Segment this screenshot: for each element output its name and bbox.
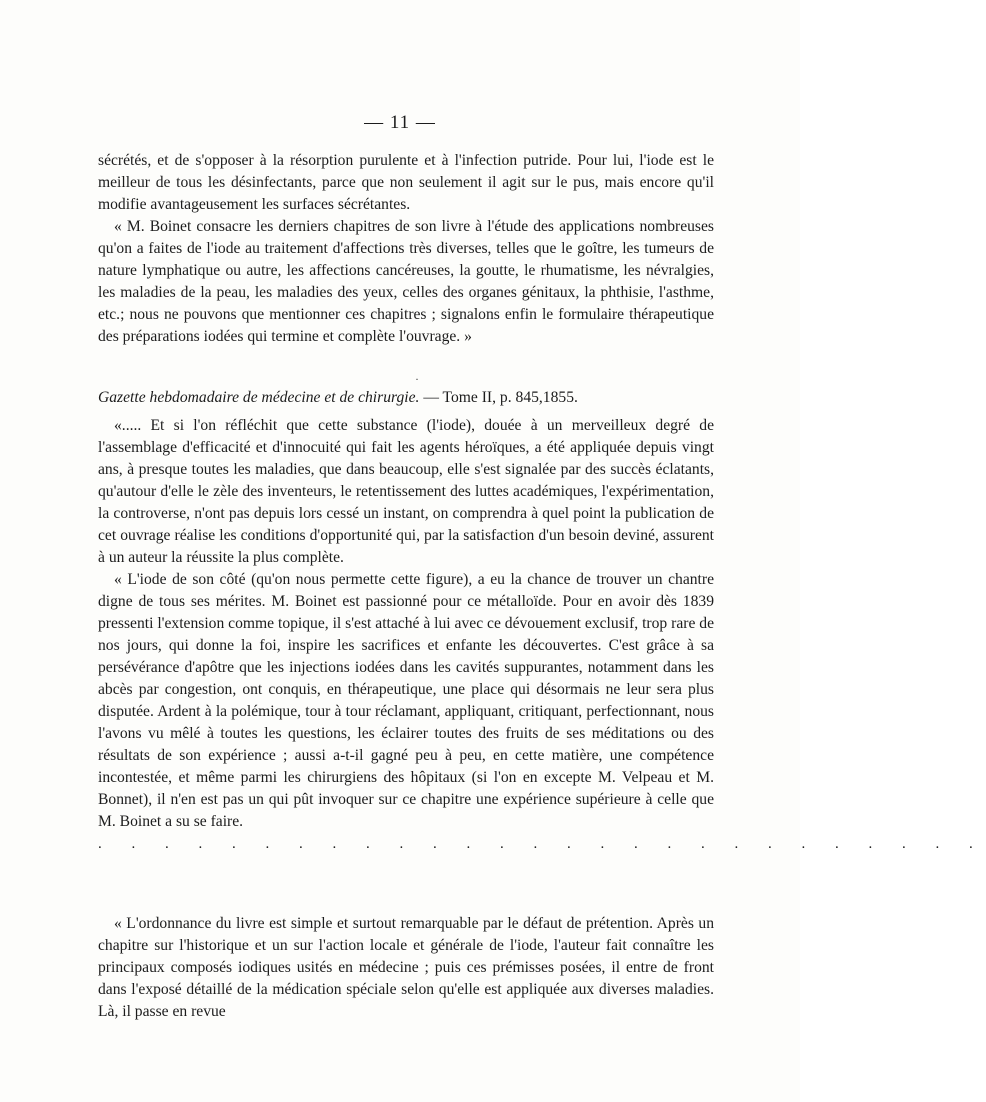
text-block-bottom [98,913,714,1023]
paragraph-continuation: sécrétés, et de s'opposer à la résorption purulente et à l'infection putride. Pour lui, l'iode est le meilleur de tous les désinfectants, parce que non seulement il agit sur le pus, mais encore qu'il modifie avantageusement les surfaces sécrétantes. [98,152,714,213]
journal-title: Gazette hebdomadaire de médecine et de chirurgie. [98,389,420,406]
ellipsis-row: . . . . . . . . . . . . . . . . . . . . . . . . . . . [98,836,986,852]
paragraph-ordonnance: « L'ordonnance du livre est simple et surtout remarquable par le défaut de prétention. Après un chapitre sur l'historique et un sur l'action locale et générale de l'iode, l'auteur fait connaître les principaux composés iodiques usités en médecine ; puis ces prémisses posées, il entre de front dans l'exposé détaillé de la médication spéciale selon qu'elle est appliquée aux diverses maladies. Là, il passe en revue [98,915,714,1020]
paragraph-boinet-chapters: « M. Boinet consacre les derniers chapitres de son livre à l'étude des applications nombreuses qu'on a faites de l'iode au traitement d'affections très diverses, telles que le goître, les tumeurs de nature lymphatique ou autre, les affections cancéreuses, la goutte, le rhumatisme, les névralgies, les maladies de la peau, les maladies des yeux, celles des organes génitaux, la phthisie, l'asthme, etc.; nous ne pouvons que mentionner ces chapitres ; signalons enfin le formulaire thérapeutique des préparations iodées qui termine et complète l'ouvrage. » [98,218,714,345]
journal-reference: — Tome II, p. 845,1855. [419,389,578,406]
source-citation [98,387,714,409]
text-block-top [98,150,714,348]
text-block-gazette [98,387,986,855]
separator-dot: · [415,372,419,386]
paragraph-iode-substance: «..... Et si l'on réfléchit que cette substance (l'iode), douée à un merveilleux degré de l'assemblage d'efficacité et d'innocuité qui fait les agents héroïques, a été appliquée depuis vingt ans, à presque toutes les maladies, que dans beaucoup, elle s'est signalée par des succès éclatants, qu'autour d'elle le zèle des inventeurs, le retentissement des luttes académiques, l'expérimentation, la controverse, n'ont pas depuis lors cessé un instant, on comprendra à quel point la publication de cet ouvrage réalise les conditions d'opportunité qui, par la satisfaction d'un besoin deviné, assurent à un auteur la réussite la plus complète. [98,417,714,566]
paragraph-iode-chantre: « L'iode de son côté (qu'on nous permette cette figure), a eu la chance de trouver un chantre digne de tous ses mérites. M. Boinet est passionné pour ce métalloïde. Pour en avoir dès 1839 pressenti l'extension comme topique, il s'est attaché à lui avec ce dévouement exclusif, trop rare de nos jours, qui donne la foi, inspire les sacrifices et enfante les découvertes. C'est grâce à sa persévérance d'apôtre que les injections iodées dans les cavités suppurantes, notamment dans les abcès par congestion, ont conquis, en thérapeutique, une place qui désormais ne leur sera plus disputée. Ardent à la polémique, tour à tour réclamant, appliquant, critiquant, perfectionnant, nous l'avons vu mêlé à toutes les questions, les éclairer toutes des fruits de ses méditations ou des résultats de son expérience ; aussi a-t-il gagné peu à peu, en cette matière, une compétence incontestée, et même parmi les chirurgiens des hôpitaux (si l'on en excepte M. Velpeau et M. Bonnet), il n'en est pas un qui pût invoquer sur ce chapitre une expérience supérieure à celle que M. Boinet a su se faire. [98,571,714,830]
page-number: — 11 — [364,112,436,133]
